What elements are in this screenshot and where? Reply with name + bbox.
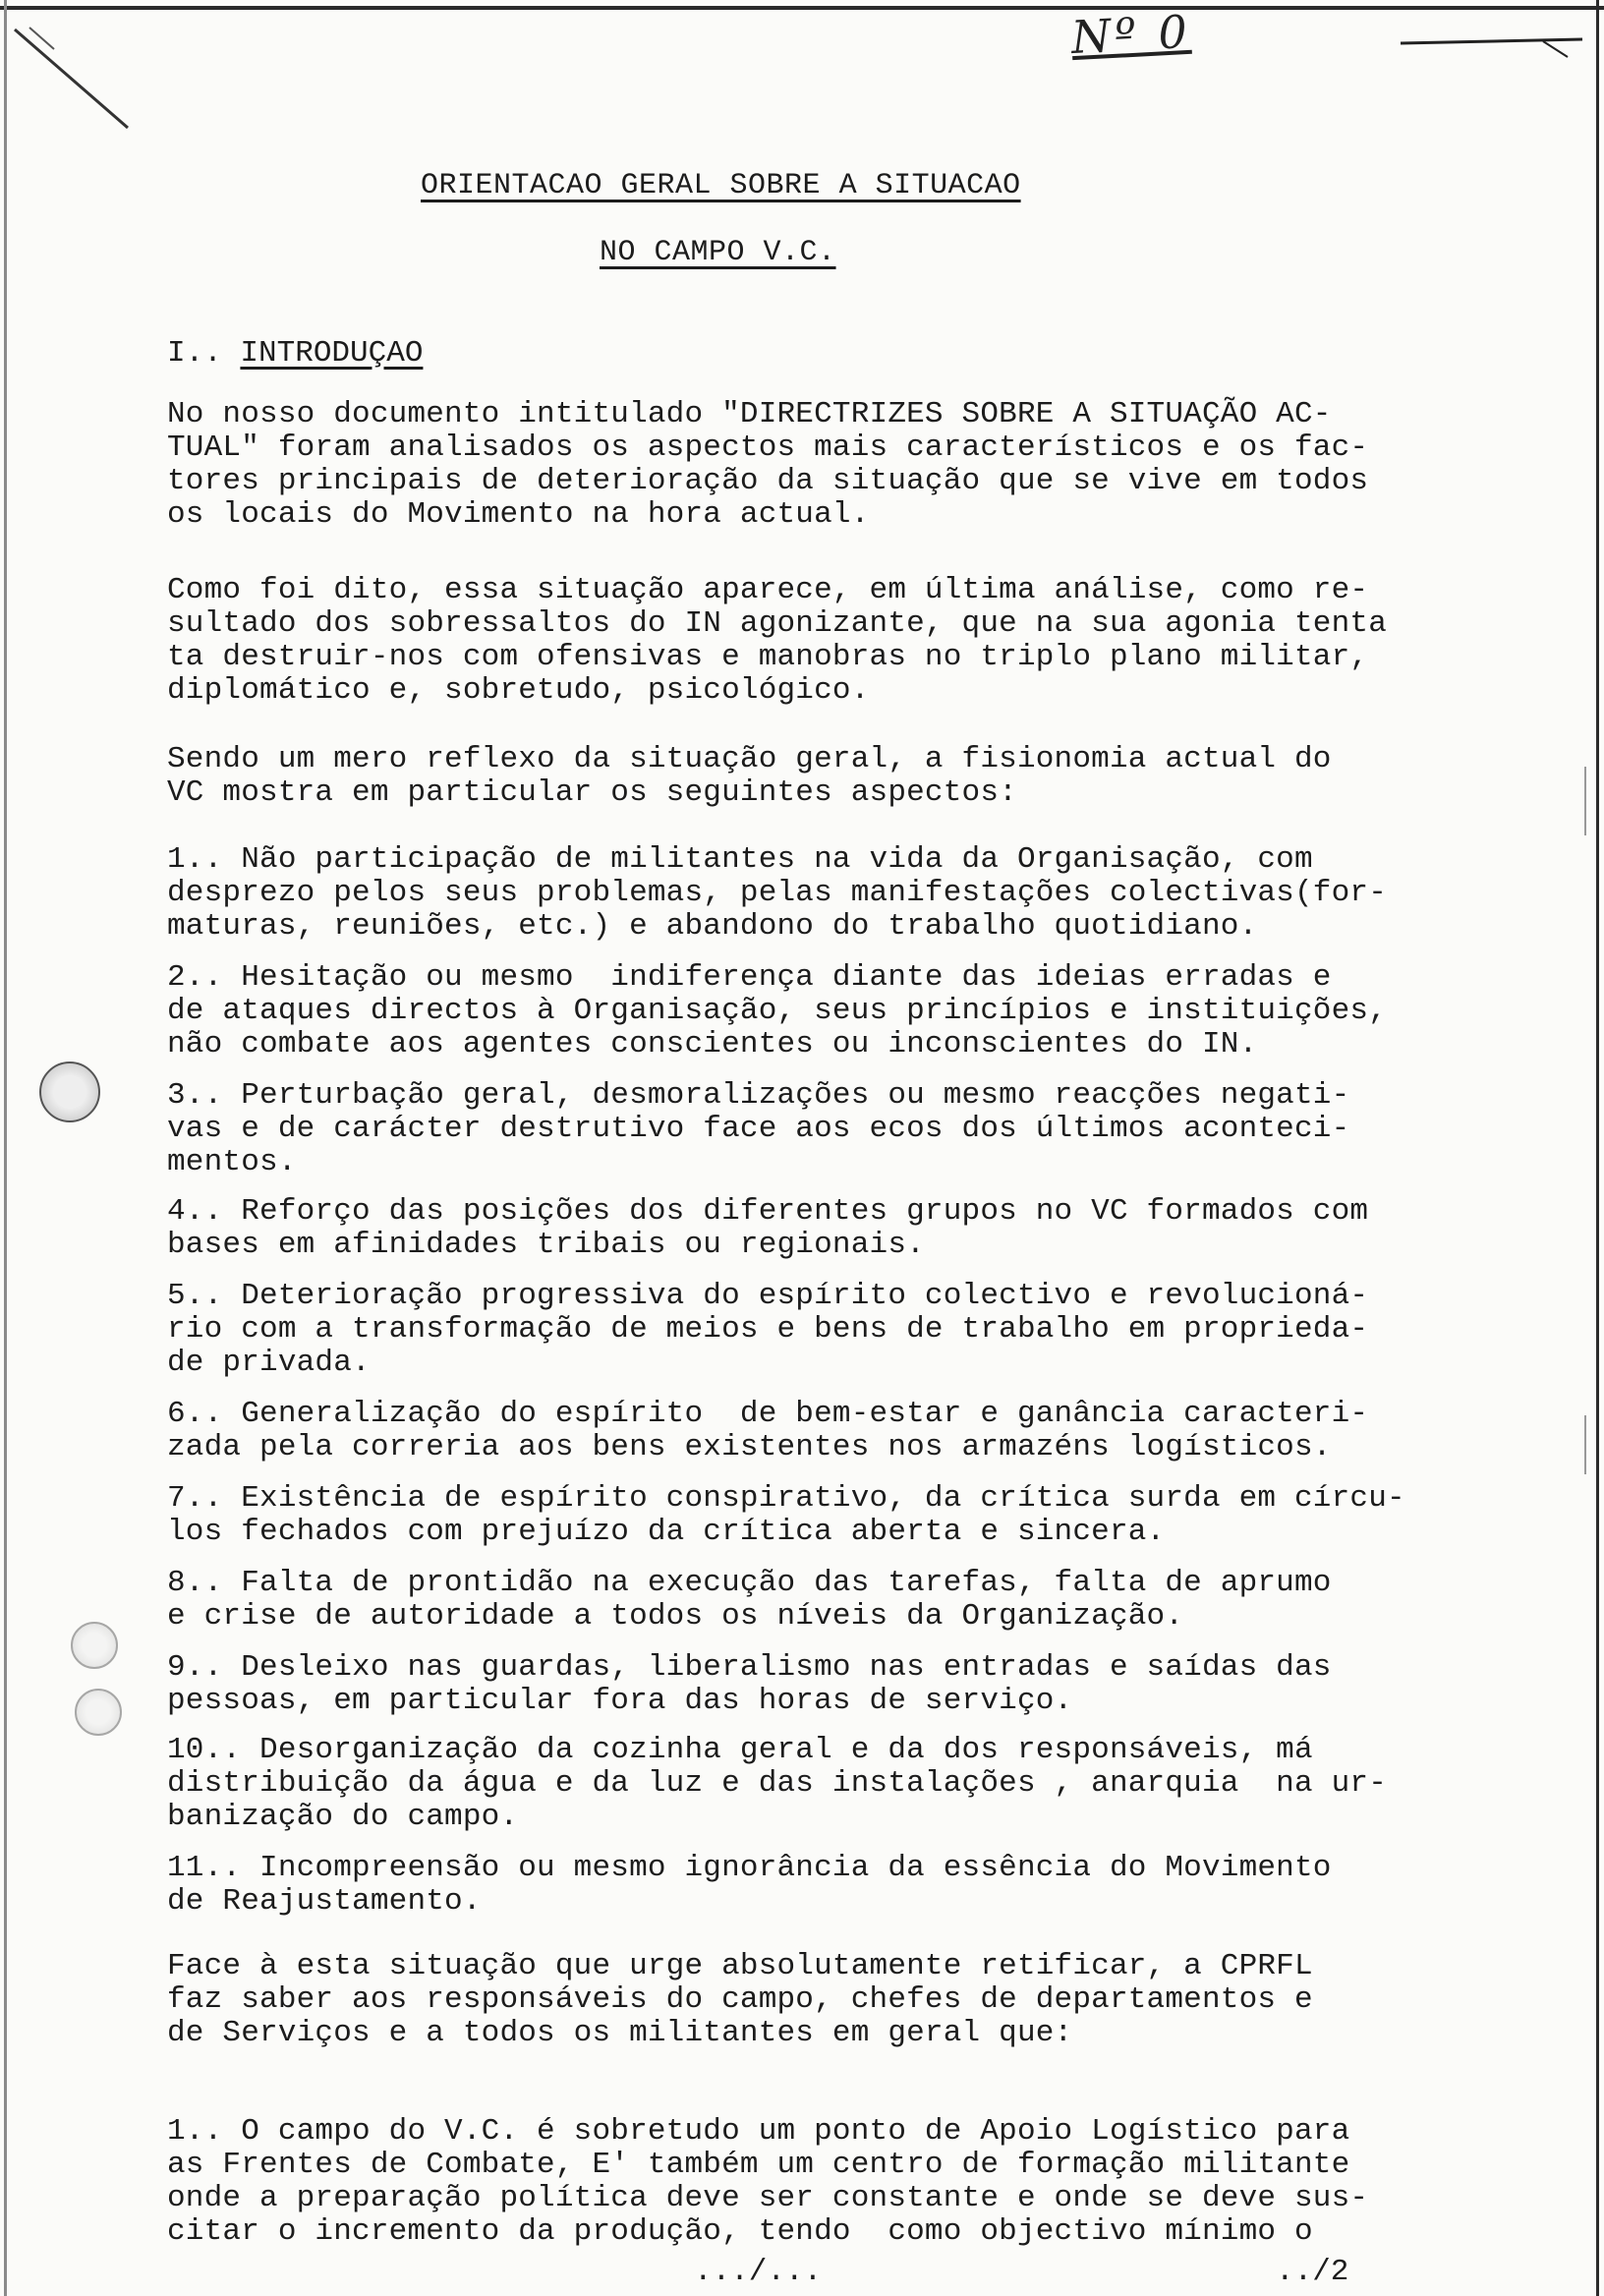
aspect-item-3: 3.. Perturbação geral, desmoralizações ou mesmo reacções negati- vas e de carácter destrutivo face aos ecos dos últimos aconteci- mentos. [167,1078,1350,1179]
aspect-item-5: 5.. Deterioração progressiva do espírito colectivo e revolucioná- rio com a transformação de meios e bens de trabalho em proprieda- de privada. [167,1279,1369,1380]
aspect-item-11: 11.. Incompreensão ou mesmo ignorância da essência do Movimento de Reajustamento. [167,1851,1332,1919]
corner-stroke-mark [10,20,157,147]
archive-reference: Nº 0 [1069,4,1193,65]
section-number: I.. [167,336,241,371]
page-right-edge [1596,0,1599,2296]
page-left-edge [4,0,7,2296]
aspect-item-1: 1.. Não participação de militantes na vida da Organisação, com desprezo pelos seus problemas, pelas manifestações colectivas(for- maturas, reuniões, etc.) e abandono do trabalho quotidiano. [167,842,1387,944]
aspect-item-10: 10.. Desorganização da cozinha geral e da dos responsáveis, má distribuição da água e da luz e das instalações , anarquia na ur- banização do campo. [167,1733,1387,1834]
aspect-item-9: 9.. Desleixo nas guardas, liberalismo nas entradas e saídas das pessoas, em particular fora das horas de serviço. [167,1650,1332,1718]
margin-mark [1584,1415,1586,1474]
page-number-ref: ../2 [1276,2255,1349,2289]
aspect-item-6: 6.. Generalização do espírito de bem-estar e ganância caracteri- zada pela correria aos bens existentes nos armazéns logísticos. [167,1397,1369,1464]
aspect-item-2: 2.. Hesitação ou mesmo indiferença diante das ideias erradas e de ataques directos à Organisação, seus princípios e instituições, não combate aos agentes conscientes ou inconscientes do IN. [167,960,1387,1062]
margin-mark [1584,767,1586,835]
aspect-item-4: 4.. Reforço das posições dos diferentes grupos no VC formados com bases em afinidades tribais ou regionais. [167,1194,1369,1262]
continuation-mark: .../... [694,2255,823,2289]
aspect-item-8: 8.. Falta de prontidão na execução das tarefas, falta de aprumo e crise de autoridade a todos os níveis da Organização. [167,1566,1332,1634]
closing-paragraph: Face à esta situação que urge absolutamente retificar, a CPRFL faz saber aos responsáveis do campo, chefes de departamentos e de Serviços e a todos os militantes em geral que: [167,1949,1313,2050]
aspects-intro-paragraph: Sendo um mero reflexo da situação geral, a fisionomia actual do VC mostra em particular os seguintes aspectos: [167,742,1332,810]
intro-paragraph: No nosso documento intitulado "DIRECTRIZES SOBRE A SITUAÇÃO AC- TUAL" foram analisados os aspectos mais característicos e os fac- tores principais de deterioração da situação que se vive em todos os locais do Movimento na hora actual. [167,397,1369,532]
context-paragraph: Como foi dito, essa situação aparece, em última análise, como re- sultado dos sobressaltos do IN agonizante, que na sua agonia tenta ta destruir-nos com ofensivas e manobras no triplo plano militar, diplomático e, sobretudo, psicológico. [167,573,1387,708]
punch-hole [39,1062,100,1122]
section-title: INTRODUÇAO [240,336,424,371]
document-subtitle: NO CAMPO V.C. [600,236,836,269]
page-top-edge [0,6,1604,10]
aspect-item-7: 7.. Existência de espírito conspirativo, da crítica surda em círcu- los fechados com prejuízo da crítica aberta e sincera. [167,1481,1405,1549]
punch-hole-faint [71,1622,118,1669]
handwritten-arrow-mark [1396,26,1592,65]
document-title: ORIENTACAO GERAL SOBRE A SITUACAO [421,169,1021,202]
section-heading [167,336,423,371]
numbered-point-1: 1.. O campo do V.C. é sobretudo um ponto de Apoio Logístico para as Frentes de Combate, E' também um centro de formação militante onde a preparação política deve ser constante e onde se deve sus- citar o incremento da produção, tendo como objectivo mínimo o [167,2114,1369,2249]
punch-hole-faint [75,1689,122,1736]
